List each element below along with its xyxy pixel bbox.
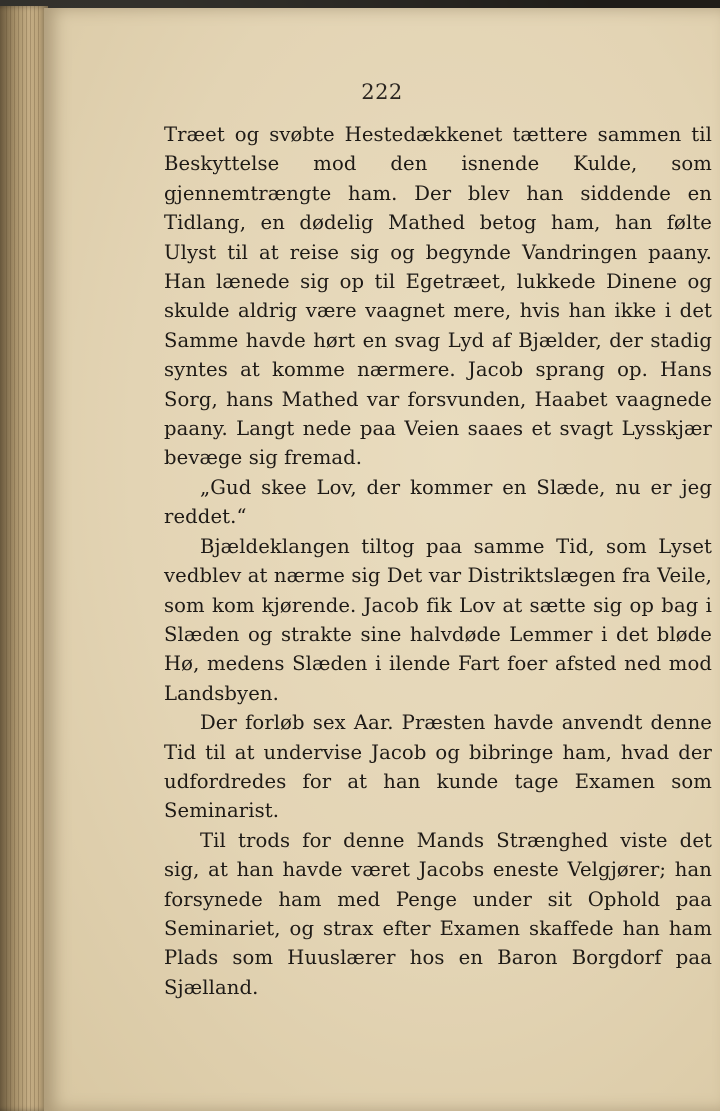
book-page-edges xyxy=(0,6,48,1111)
page-text xyxy=(164,120,712,1002)
book-page xyxy=(44,8,720,1111)
paragraph-3: Bjældeklangen tiltog paa samme Tid, som Lyset vedblev at nærme sig Det var Distriktslægen fra Veile, som kom kjørende. Jacob fik Lov at sætte sig op bag i Slæden og strakte sine halvdøde Lemmer i det bløde Hø, medens Slæden i ilende Fart foer afsted ned mod Landsbyen. xyxy=(164,534,712,705)
page-number: 222 xyxy=(361,80,403,104)
paragraph-5: Til trods for denne Mands Strænghed viste det sig, at han havde været Jacobs eneste Velgjører; han forsynede ham med Penge under sit Ophold paa Seminariet, og strax efter Examen skaffede han ham Plads som Huuslærer hos en Baron Borgdorf paa Sjælland. xyxy=(164,828,712,999)
paragraph-1: Træet og svøbte Hestedækkenet tættere sammen til Beskyttelse mod den isnende Kulde, som gjennemtrængte ham. Der blev han siddende en Tidlang, en dødelig Mathed betog ham, han følte Ulyst til at reise sig og begynde Vandringen paany. Han lænede sig op til Egetræet, lukkede Dinene og skulde aldrig være vaagnet mere, hvis han ikke i det Samme havde hørt en svag Lyd af Bjælder, der stadig syntes at komme nærmere. Jacob sprang op. Hans Sorg, hans Mathed var forsvunden, Haabet vaagnede paany. Langt nede paa Veien saaes et svagt Lysskjær bevæge sig fremad. xyxy=(164,123,712,470)
paragraph-4: Der forløb sex Aar. Præsten havde anvendt denne Tid til at undervise Jacob og bibringe ham, hvad der udfordredes for at han kunde tage Examen som Seminarist. xyxy=(164,711,712,823)
paragraph-2: „Gud skee Lov, der kommer en Slæde, nu er jeg reddet.“ xyxy=(164,475,712,529)
